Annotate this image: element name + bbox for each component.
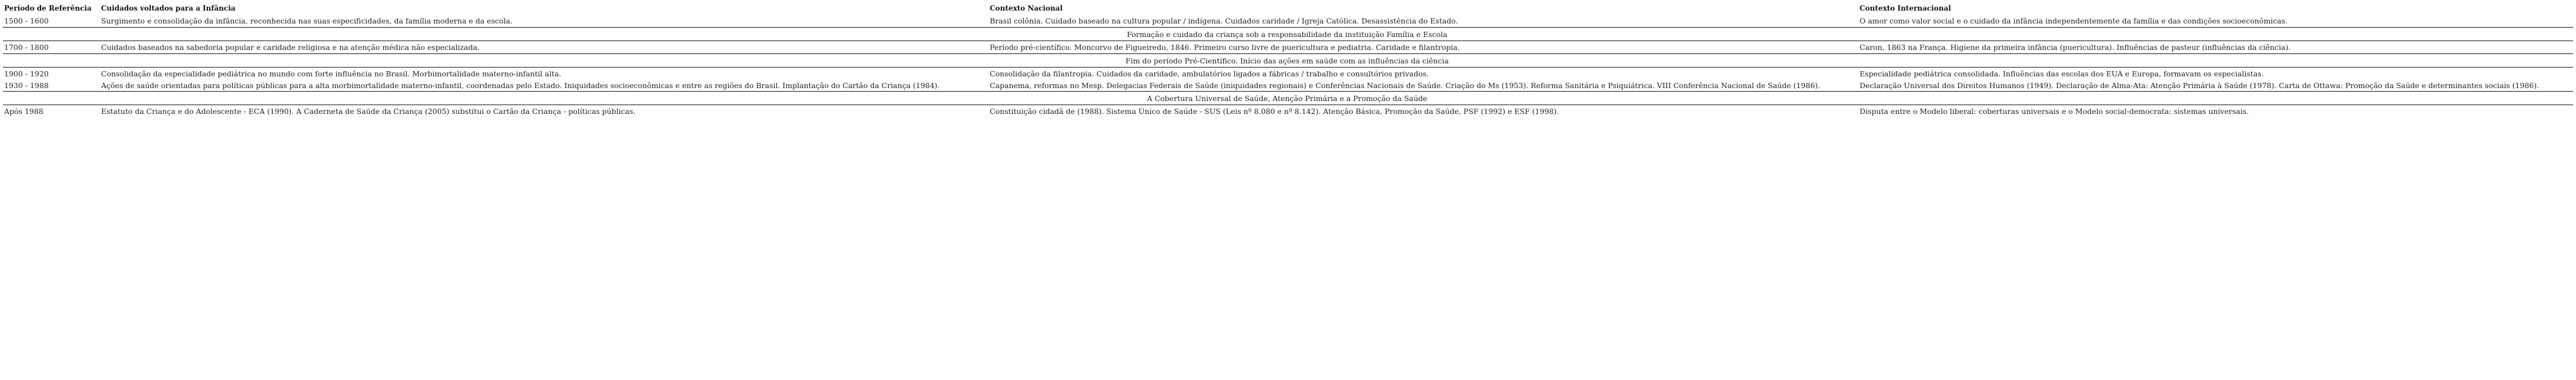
section-title-text: Fim do período Pré-Científico. Início das ações em saúde com as influências da ciência bbox=[1125, 56, 1449, 65]
table-row bbox=[3, 105, 2573, 118]
section-title-text: Formação e cuidado da criança sob a responsabilidade da instituição Família e Escola bbox=[1127, 29, 1448, 39]
section-title bbox=[3, 92, 2573, 105]
period-cell: 1700 - 1800 bbox=[3, 41, 100, 54]
nacional-cell: Brasil colônia. Cuidado baseado na cultura popular / indígena. Cuidados caridade / Igreja Católica. Desassistência do Estado. bbox=[989, 15, 1858, 28]
internacional-cell: O amor como valor social e o cuidado da infância independentemente da família e das condições socioeconômicas. bbox=[1858, 15, 2573, 28]
section-title-text: A Cobertura Universal de Saúde, Atenção Primária e a Promoção da Saúde bbox=[1147, 93, 1428, 103]
history-table bbox=[3, 2, 2573, 117]
table-row bbox=[3, 15, 2573, 28]
internacional-cell: Caron, 1863 na França. Higiene da primeira infância (puericultura). Influências de pasteur (influências da ciência). bbox=[1858, 41, 2573, 54]
header-cuidados-infancia: Cuidados voltados para a Infância bbox=[101, 4, 236, 12]
nacional-cell: Consolidação da filantropia. Cuidados da caridade, ambulatórios ligados a fábricas / trabalho e consultórios privados. bbox=[990, 69, 1429, 78]
table-row bbox=[3, 68, 2573, 80]
period-cell: Após 1988 bbox=[4, 107, 43, 116]
nacional-cell: Capanema, reformas no Mesp. Delegacias Federais de Saúde (iniquidades regionais) e Conferências Nacionais de Saúde. Criação do Ms (1953). Reforma Sanitária e Psiquiátrica. VIII Conferência Nacional de Saúde (1986). bbox=[989, 79, 1858, 92]
header-contexto-nacional: Contexto Nacional bbox=[990, 4, 1063, 12]
section-divider-row bbox=[3, 54, 2573, 68]
infancia-cell: Estatuto da Criança e do Adolescente - ECA (1990). A Caderneta de Saúde da Criança (2005) substitui o Cartão da Criança - políticas públicas. bbox=[101, 107, 636, 116]
header-contexto-internacional: Contexto Internacional bbox=[1860, 4, 1951, 12]
section-title bbox=[3, 28, 2573, 41]
header-periodo: Período de Referência bbox=[4, 4, 92, 12]
nacional-cell: Constituição cidadã de (1988). Sistema Único de Saúde - SUS (Leis nº 8.080 e nº 8.142). Atenção Básica, Promoção da Saúde, PSF (1992) e ESF (1998). bbox=[990, 107, 1559, 116]
internacional-cell: Especialidade pediátrica consolidada. Influências das escolas dos EUA e Europa, formavam os especialistas. bbox=[1860, 69, 2264, 78]
period-cell: 1930 - 1988 bbox=[3, 79, 100, 92]
internacional-cell: Disputa entre o Modelo liberal: coberturas universais e o Modelo social-democrata: sistemas universais. bbox=[1860, 107, 2249, 116]
infancia-cell: Ações de saúde orientadas para políticas públicas para a alta morbimortalidade materno-infantil, coordenadas pelo Estado. Iniquidades socioeconômicas e entre as regiões do Brasil. Implantação do Cartão da Criança (1984). bbox=[100, 79, 989, 92]
internacional-cell: Declaração Universal dos Direitos Humanos (1949). Declaração de Alma-Ata: Atenção Primária à Saúde (1978). Carta de Ottawa: Promoção da Saúde e determinantes sociais (1986). bbox=[1858, 79, 2573, 92]
period-cell: 1900 - 1920 bbox=[4, 69, 49, 78]
section-title bbox=[3, 54, 2573, 68]
table-row bbox=[3, 79, 2573, 92]
nacional-cell: Período pré-científico. Moncorvo de Figueiredo, 1846. Primeiro curso livre de puericultura e pediatria. Caridade e filantropia. bbox=[989, 41, 1858, 54]
infancia-cell: Surgimento e consolidação da infância, reconhecida nas suas especificidades, da família moderna e da escola. bbox=[100, 15, 989, 28]
header-row bbox=[3, 2, 2573, 15]
infancia-cell: Cuidados baseados na sabedoria popular e caridade religiosa e na atenção médica não especializada. bbox=[100, 41, 989, 54]
infancia-cell: Consolidação da especialidade pediátrica no mundo com forte influência no Brasil. Morbimortalidade materno-infantil alta. bbox=[101, 69, 561, 78]
period-cell: 1500 - 1600 bbox=[3, 15, 100, 28]
table-row bbox=[3, 41, 2573, 54]
section-divider-row bbox=[3, 92, 2573, 105]
section-divider-row bbox=[3, 28, 2573, 41]
